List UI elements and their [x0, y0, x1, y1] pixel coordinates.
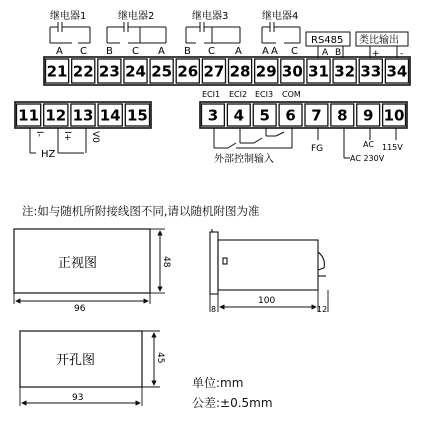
signal-v0: V0 — [90, 131, 100, 143]
terminal-14: 14 — [99, 106, 121, 125]
signal-i-plus: I+ — [62, 131, 72, 142]
rs485-b-label: B — [335, 48, 342, 58]
terminal-27: 27 — [203, 62, 225, 81]
terminal-21: 21 — [46, 62, 68, 81]
v230-label: AC 230V — [350, 154, 385, 163]
relay-1-group — [50, 9, 90, 57]
eci3-label: ECI3 — [255, 90, 274, 99]
relay-2-contact-c: C — [132, 46, 139, 57]
cutout-view — [20, 331, 165, 406]
relay-2-contact-b: B — [106, 46, 113, 57]
terminal-24: 24 — [125, 62, 146, 81]
cutout-width-value: 93 — [72, 393, 84, 403]
terminal-9: 9 — [362, 106, 374, 125]
relay-3-contact-a: A — [235, 46, 242, 57]
terminal-10: 10 — [383, 106, 405, 125]
rs485-label: RS485 — [311, 35, 344, 46]
relay-4-contact-a2: A — [271, 46, 278, 57]
terminal-33: 33 — [360, 62, 382, 81]
terminal-25: 25 — [151, 62, 173, 81]
terminal-13: 13 — [72, 106, 94, 125]
relay-2-label: 继电器2 — [118, 11, 155, 22]
relay-4-group — [262, 9, 300, 57]
relay-1-contact-c: C — [80, 46, 87, 57]
terminal-15: 15 — [126, 106, 148, 125]
rs485-a-label: A — [322, 48, 329, 58]
front-view — [14, 229, 171, 314]
ac-label: AC — [363, 140, 374, 149]
side-depth-value: 100 — [258, 296, 276, 306]
relay-3-contact-b: B — [184, 46, 191, 57]
relay-3-contact-c: C — [208, 46, 215, 57]
relay-4-contact-c: C — [291, 46, 298, 57]
tolerance-spec: 公差:±0.5mm — [192, 396, 273, 410]
relay-1-label: 继电器1 — [50, 11, 87, 22]
relay-4-label: 继电器4 — [262, 11, 299, 22]
relay-3-group — [184, 9, 242, 57]
eci2-label: ECI2 — [229, 90, 248, 99]
terminal-29: 29 — [255, 62, 277, 81]
v115-label: 115V — [382, 143, 403, 152]
top-terminal-strip — [44, 57, 410, 85]
terminal-5: 5 — [259, 106, 270, 125]
side-right-value: 12 — [317, 305, 328, 314]
front-height-value: 48 — [161, 256, 171, 268]
relay-4-contact-a1: A — [262, 46, 269, 57]
eci1-label: ECI1 — [202, 90, 221, 99]
relay-1-contact-a: A — [56, 46, 63, 57]
rs485-group — [306, 32, 350, 58]
terminal-3: 3 — [207, 106, 219, 125]
terminal-28: 28 — [229, 62, 251, 81]
ext-control-label: 外部控制输入 — [214, 154, 274, 165]
terminal-8: 8 — [337, 106, 348, 125]
analog-output-group — [356, 32, 408, 59]
terminal-26: 26 — [177, 62, 199, 81]
terminal-31: 31 — [308, 62, 329, 81]
front-view-label: 正视图 — [58, 256, 98, 271]
cutout-label: 开孔图 — [56, 353, 96, 368]
terminal-11: 11 — [18, 106, 40, 125]
terminal-32: 32 — [334, 62, 356, 81]
analog-plus-label: + — [372, 49, 380, 59]
terminal-23: 23 — [98, 62, 120, 81]
terminal-22: 22 — [72, 62, 94, 81]
left-terminal-strip — [15, 102, 151, 160]
wiring-note: 注:如与随机所附接线图不同,请以随机附图为准 — [22, 204, 260, 218]
front-width-value: 96 — [74, 304, 86, 314]
relay-3-label: 继电器3 — [192, 11, 229, 22]
relay-2-group — [106, 9, 166, 57]
side-view — [210, 229, 328, 314]
cutout-height-value: 45 — [155, 352, 165, 364]
unit-spec: 单位:mm — [192, 376, 244, 390]
relay-2-contact-a: A — [158, 46, 165, 57]
side-left-value: 8 — [211, 305, 217, 314]
analog-output-label: 类比输出 — [359, 35, 399, 46]
fg-label: FG — [311, 144, 324, 154]
terminal-12: 12 — [45, 106, 67, 125]
hz-label: HZ — [41, 149, 56, 160]
right-terminal-strip — [200, 90, 407, 165]
terminal-34: 34 — [386, 62, 408, 81]
terminal-7: 7 — [311, 106, 322, 125]
terminal-4: 4 — [233, 106, 245, 125]
terminal-6: 6 — [285, 106, 296, 125]
com-label: COM — [282, 90, 301, 99]
signal-i-minus: I- — [34, 131, 44, 137]
terminal-30: 30 — [281, 62, 303, 81]
analog-minus-label: - — [400, 49, 404, 59]
